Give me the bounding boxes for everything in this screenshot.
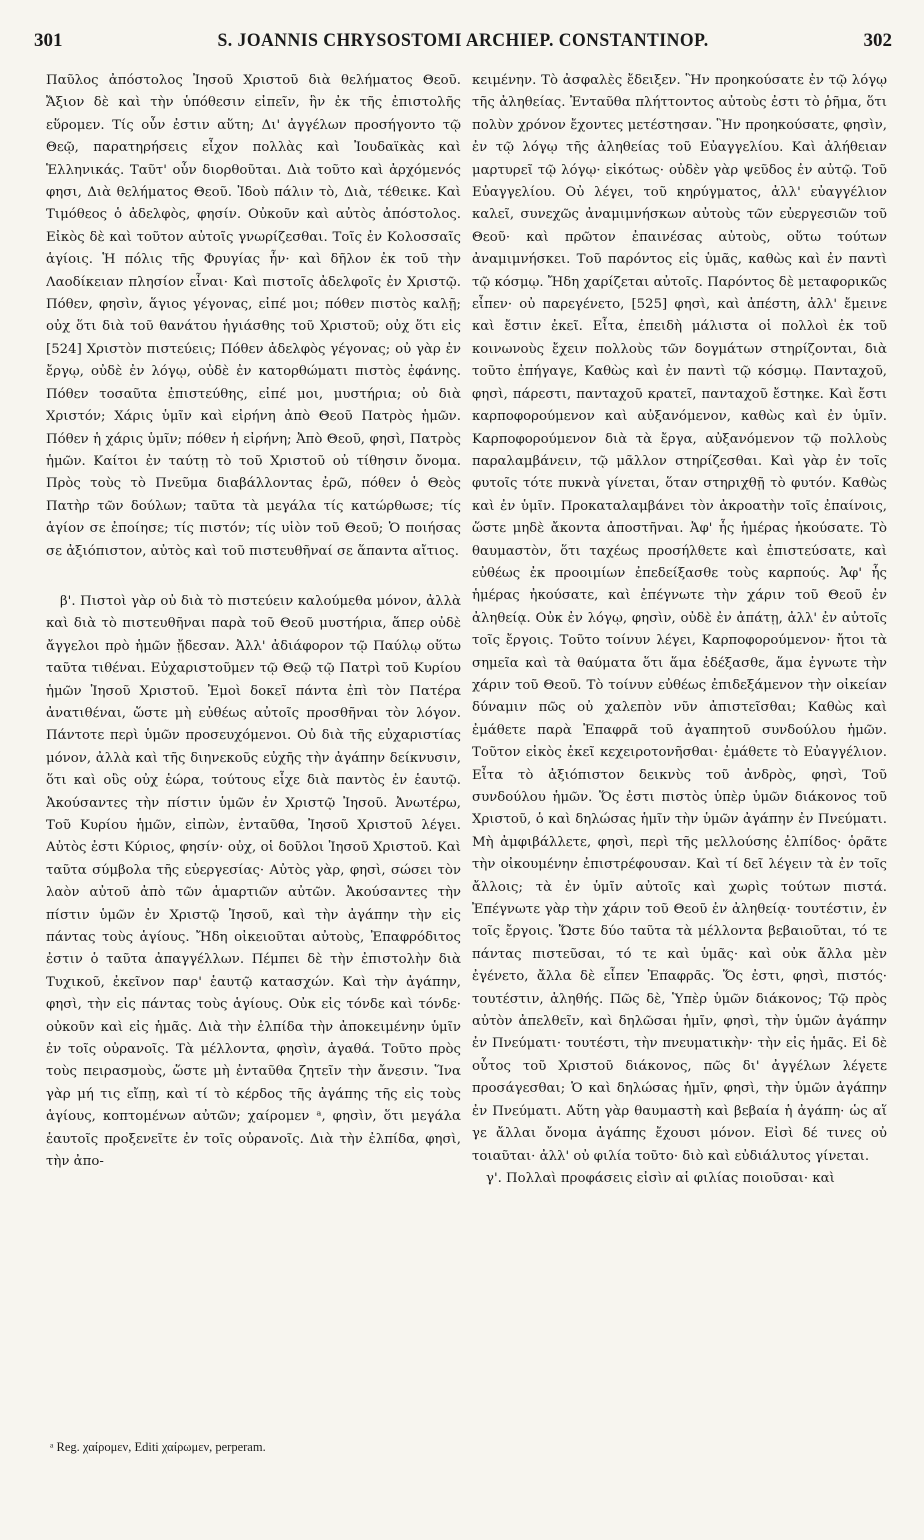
running-title: S. JOANNIS CHRYSOSTOMI ARCHIEP. CONSTANTINOP. bbox=[217, 30, 709, 51]
footnote: ᵃ Reg. χαίρομεν, Editi χαίρωμεν, perperam. bbox=[50, 1440, 266, 1454]
running-header bbox=[34, 30, 892, 66]
page-number-right: 302 bbox=[863, 30, 892, 51]
left-paragraph-2: β'. Πιστοὶ γὰρ οὐ διὰ τὸ πιστεύειν καλούμεθα μόνον, ἀλλὰ καὶ διὰ τὸ πιστευθῆναι παρὰ τοῦ Θεοῦ μυστήρια, ἅπερ οὐδὲ ἄγγελοι πρὸ ἡμῶν ᾔδεσαν. Ἀλλ' ἀδιάφορον τῷ Παύλῳ οὕτω ταῦτα τιθέναι. Εὐχαριστοῦμεν τῷ Θεῷ τῷ Πατρὶ τοῦ Κυρίου ἡμῶν Ἰησοῦ Χριστοῦ. Ἐμοὶ δοκεῖ πάντα ἐπὶ τὸν Πατέρα ἀνατιθέναι, ὥστε μὴ εὐθέως αὐτοῖς προσθῆναι τὸν λόγον. Πάντοτε περὶ ὑμῶν προσευχόμενοι. Οὐ διὰ τῆς εὐχαριστίας μόνον, ἀλλὰ καὶ τῆς διηνεκοῦς εὐχῆς τὴν ἀγάπην δείκνυσιν, ὅτι καὶ οὓς οὐχ ἑώρα, τούτους εἶχε διὰ παντὸς ἐν ἑαυτῷ. Ἀκούσαντες τὴν πίστιν ὑμῶν ἐν Χριστῷ Ἰησοῦ. Ἀνωτέρω, Τοῦ Κυρίου ἡμῶν, εἰπὼν, ἐνταῦθα, Ἰησοῦ Χριστοῦ λέγει. Αὐτὸς ἐστι Κύριος, φησίν· οὐχ, οἱ δοῦλοι Ἰησοῦ Χριστοῦ. Καὶ ταῦτα σύμβολα τῆς εὐεργεσίας· Αὐτὸς γὰρ, φησὶ, σώσει τὸν λαὸν αὐτοῦ ἀπὸ τῶν ἁμαρτιῶν αὐτῶν. Ἀκούσαντες τὴν πίστιν ὑμῶν ἐν Χριστῷ Ἰησοῦ, καὶ τὴν ἀγάπην τὴν εἰς πάντας τοὺς ἁγίους. Ἤδη οἰκειοῦται αὐτοὺς, Ἐπαφρόδιτος ἐστιν ὁ ταῦτα ἀπαγγέλλων. Πέμπει δὲ τὴν ἐπιστολὴν διὰ Τυχικοῦ, ἐκεῖνον παρ' ἑαυτῷ κατασχών. Καὶ τὴν ἀγάπην, φησὶ, τὴν εἰς πάντας τοὺς ἁγίους. Οὐκ εἰς τόνδε καὶ τόνδε· οὐκοῦν καὶ εἰς ἡμᾶς. Διὰ τὴν ἐλπίδα τὴν ἀποκειμένην ὑμῖν ἐν τοῖς οὐρανοῖς. Τὰ μέλλοντα, φησὶν, ἀγαθά. Τοῦτο πρὸς τοὺς πειρασμοὺς, ὥστε μὴ ἐνταῦθα ζητεῖν τὴν ἄνεσιν. Ἵνα γὰρ μή τις εἴπῃ, καὶ τί τὸ κέρδος τῆς ἀγάπης τῆς εἰς τοὺς ἁγίους, κοπτομένων αὐτῶν; χαίρομεν ᵃ, φησὶν, ὅτι μεγάλα ἑαυτοῖς προξενεῖτε ἐν τοῖς οὐρανοῖς. Διὰ τὴν ἐλπίδα, φησὶ, τὴν ἀπο- bbox=[46, 593, 461, 1170]
left-column bbox=[46, 70, 461, 1510]
right-paragraph-1: κειμένην. Τὸ ἀσφαλὲς ἔδειξεν. Ἣν προηκούσατε ἐν τῷ λόγῳ τῆς ἀληθείας. Ἐνταῦθα πλήττοντος αὐτοὺς ἐστι τὸ ῥῆμα, ὅτι πολὺν χρόνον ἔχοντες μετέστησαν. Ἣν προηκούσατε, φησὶν, ἐν τῷ λόγῳ τῆς ἀληθείας τοῦ Εὐαγγελίου. Καὶ ἀλήθειαν μαρτυρεῖ τῷ λόγῳ· εἰκότως· οὐδὲν γὰρ ψεῦδος ἐν αὐτῷ. Τοῦ Εὐαγγελίου. Οὐ λέγει, τοῦ κηρύγματος, ἀλλ' εὐαγγέλιον καλεῖ, συνεχῶς ἀναμιμνήσκων αὐτοὺς τῶν εὐεργεσιῶν τοῦ Θεοῦ· καὶ πρῶτον ἐπαινέσας αὐτοὺς, οὕτω τούτων ἀναμιμνήσκει. Τοῦ παρόντος εἰς ὑμᾶς, καθὼς καὶ ἐν παντὶ τῷ κόσμῳ. Ἤδη χαρίζεται αὐτοῖς. Παρόντος δὲ μεταφορικῶς εἶπεν· οὐ παρεγένετο, [525] φησὶ, καὶ ἀπέστη, ἀλλ' ἔμεινε καὶ ἔστιν ἐκεῖ. Εἶτα, ἐπειδὴ μάλιστα οἱ πολλοὶ ἐκ τοῦ κοινωνοὺς ἔχειν πολλοὺς τῶν δογμάτων στηρίζονται, διὰ τοῦτο ἐπήγαγε, Καθὼς καὶ ἐν παντὶ τῷ κόσμῳ. Πανταχοῦ, φησὶ, πάρεστι, πανταχοῦ κρατεῖ, πανταχοῦ ἔστηκε. Καὶ ἔστι καρποφορούμενον καὶ αὐξανόμενον, καθὼς καὶ ἐν ὑμῖν. Καρποφορούμενον διὰ τὰ ἔργα, αὐξανόμενον τῷ πολλοὺς παραλαμβάνειν, τῷ μᾶλλον στηρίζεσθαι. Καὶ γὰρ ἐν τοῖς φυτοῖς τότε πυκνὰ γίνεται, ὅταν στηριχθῇ τὸ φυτόν. Καθὼς καὶ ἐν ὑμῖν. Προκαταλαμβάνει τὸν ἀκροατὴν τοῖς ἐπαίνοις, ὥστε μηδὲ ἄκοντα ἀποστῆναι. Ἀφ' ἧς ἡμέρας ἠκούσατε. Τὸ θαυμαστὸν, ὅτι ταχέως προσήλθετε καὶ ἐπιστεύσατε, καὶ εὐθέως ἐκ προοιμίων ἐπεδείξασθε τοὺς καρπούς. Ἀφ' ἧς ἡμέρας ἠκούσατε, καὶ ἐπέγνωτε τὴν χάριν τοῦ Θεοῦ ἐν ἀληθείᾳ. Οὐκ ἐν λόγῳ, φησὶν, οὐδὲ ἐν ἀπάτῃ, ἀλλ' ἐν αὐτοῖς τοῖς ἔργοις. Τοῦτο τοίνυν λέγει, Καρποφορούμενον· ἤτοι τὰ σημεῖα καὶ τὰ θαύματα ὅτι ἅμα ἐδέξασθε, ἅμα ἐγνωτε τὴν χάριν τοῦ Θεοῦ. Τὸ τοίνυν εὐθέως ἐπιδεξάμενον τὴν οἰκείαν δύναμιν πῶς οὐ χαλεπὸν νῦν ἀπιστεῖσθαι; Καθὼς καὶ ἐμάθετε παρὰ Ἐπαφρᾶ τοῦ ἀγαπητοῦ συνδούλου ἡμῶν. Τοῦτον εἰκὸς ἐκεῖ κεχειροτονῆσθαι· ἐμάθετε τὸ Εὐαγγέλιον. Εἶτα τὸ ἀξιόπιστον δεικνὺς τοῦ ἀνδρὸς, φησὶ, Τοῦ συνδούλου ἡμῶν. Ὅς ἐστι πιστὸς ὑπὲρ ὑμῶν διάκονος τοῦ Χριστοῦ, ὁ καὶ δηλώσας ἡμῖν τὴν ὑμῶν ἀγάπην ἐν Πνεύματι. Μὴ ἀμφιβάλλετε, φησὶ, περὶ τῆς μελλούσης ἐλπίδος· ὁρᾶτε τὴν οἰκουμένην ἐπιστρέφουσαν. Καὶ τί δεῖ λέγειν τὰ ἐν τοῖς ἄλλοις; τὰ ἐν ὑμῖν αὐτοῖς καὶ χωρὶς τούτων πιστά. Ἐπέγνωτε γὰρ τὴν χάριν τοῦ Θεοῦ ἐν ἀληθείᾳ· τουτέστιν, ἐν τοῖς ἔργοις. Ὥστε δύο ταῦτα τὰ μέλλοντα βεβαιοῦται, τό τε πάντας πιστεῦσαι, τό τε καὶ ὑμᾶς· καὶ οὐκ ἄλλα μὲν ἐγένετο, ἄλλα δὲ εἶπεν Ἐπαφρᾶς. Ὅς ἐστι, φησὶ, πιστός· τουτέστιν, ἀληθής. Πῶς δὲ, Ὑπὲρ ὑμῶν διάκονος; Τῷ πρὸς αὐτὸν ἀπελθεῖν, καὶ δηλῶσαι ἡμῖν, φησὶ, τὴν ὑμῶν ἀγάπην ἐν Πνεύματι· τουτέστι, τὴν πνευματικὴν· τὴν εἰς ἡμᾶς. Εἰ δὲ οὗτος τοῦ Χριστοῦ διάκονος, πῶς δι' ἀγγέλων λέγετε προσάγεσθαι; Ὁ καὶ δηλώσας ἡμῖν, φησὶ, τὴν ὑμῶν ἀγάπην ἐν Πνεύματι. Αὕτη γὰρ θαυμαστὴ καὶ βεβαία ἡ ἀγάπη· ὡς αἵ γε ἄλλαι ὄνομα ἀγάπης ἔχουσι μόνον. Εἰσὶ δέ τινες οὐ τοιαῦται· ἀλλ' οὐ φιλία τοῦτο· διὸ καὶ εὐδιάλυτος γίνεται. bbox=[472, 73, 887, 1164]
right-column bbox=[472, 70, 887, 1510]
left-paragraph-1: Παῦλος ἀπόστολος Ἰησοῦ Χριστοῦ διὰ θελήματος Θεοῦ. Ἄξιον δὲ καὶ τὴν ὑπόθεσιν εἰπεῖν, ἣν ἐκ τῆς ἐπιστολῆς εὕρομεν. Τίς οὖν ἐστιν αὕτη; Δι' ἀγγέλων προσήγοντο τῷ Θεῷ, παρατηρήσεις εἶχον πολλὰς καὶ Ἰουδαϊκὰς καὶ Ἑλληνικάς. Ταῦτ' οὖν διορθοῦται. Διὰ τοῦτο καὶ ἀρχόμενός φησι, Διὰ θελήματος Θεοῦ. Ἰδοὺ πάλιν τὸ, Διὰ, τέθεικε. Καὶ Τιμόθεος ὁ ἀδελφὸς, φησίν. Οὐκοῦν καὶ αὐτὸς ἀπόστολος. Εἰκὸς δὲ καὶ τοῦτον αὐτοῖς γνωρίζεσθαι. Τοῖς ἐν Κολοσσαῖς ἁγίοις. Ἡ πόλις τῆς Φρυγίας ἦν· καὶ δῆλον ἐκ τοῦ τὴν Λαοδίκειαν πλησίον εἶναι· Καὶ πιστοῖς ἀδελφοῖς ἐν Χριστῷ. Πόθεν, φησὶν, ἅγιος γέγονας, εἰπέ μοι; πόθεν πιστὸς καλῇ; οὐχ ὅτι διὰ τοῦ θανάτου ἡγιάσθης τοῦ Χριστοῦ; οὐχ ὅτι εἰς [524] Χριστὸν πιστεύεις; Πόθεν ἀδελφὸς γέγονας; οὐ γὰρ ἐν ἔργῳ, οὐδὲ ἐν λόγῳ, οὐδὲ ἐν κατορθώματι πιστὸς ἐφάνης. Πόθεν τοσαῦτα ἐπιστεύθης, εἰπέ μοι, μυστήρια; οὐ διὰ Χριστόν; Χάρις ὑμῖν καὶ εἰρήνη ἀπὸ Θεοῦ Πατρὸς ἡμῶν. Πόθεν ἡ χάρις ὑμῖν; πόθεν ἡ εἰρήνη; Ἀπὸ Θεοῦ, φησὶ, Πατρὸς ἡμῶν. Καίτοι ἐν ταύτῃ τὸ τοῦ Χριστοῦ οὐ τίθησιν ὄνομα. Πρὸς τοὺς τὸ Πνεῦμα διαβάλλοντας ἐρῶ, πόθεν ὁ Θεὸς Πατὴρ τῶν δούλων; ταῦτα τὰ μεγάλα τίς κατώρθωσε; τίς ἁγίον σε ἐποίησε; τίς πιστόν; τίς υἱὸν τοῦ Θεοῦ; Ὁ ποιήσας σε ἀξιόπιστον, αὐτὸς καὶ τοῦ πιστευθῆναί σε ἅπαντα αἴτιος. bbox=[46, 73, 461, 559]
right-paragraph-2: γ'. Πολλαὶ προφάσεις εἰσὶν αἱ φιλίας ποιοῦσαι· καὶ bbox=[486, 1170, 835, 1186]
page-number-left: 301 bbox=[34, 30, 63, 51]
